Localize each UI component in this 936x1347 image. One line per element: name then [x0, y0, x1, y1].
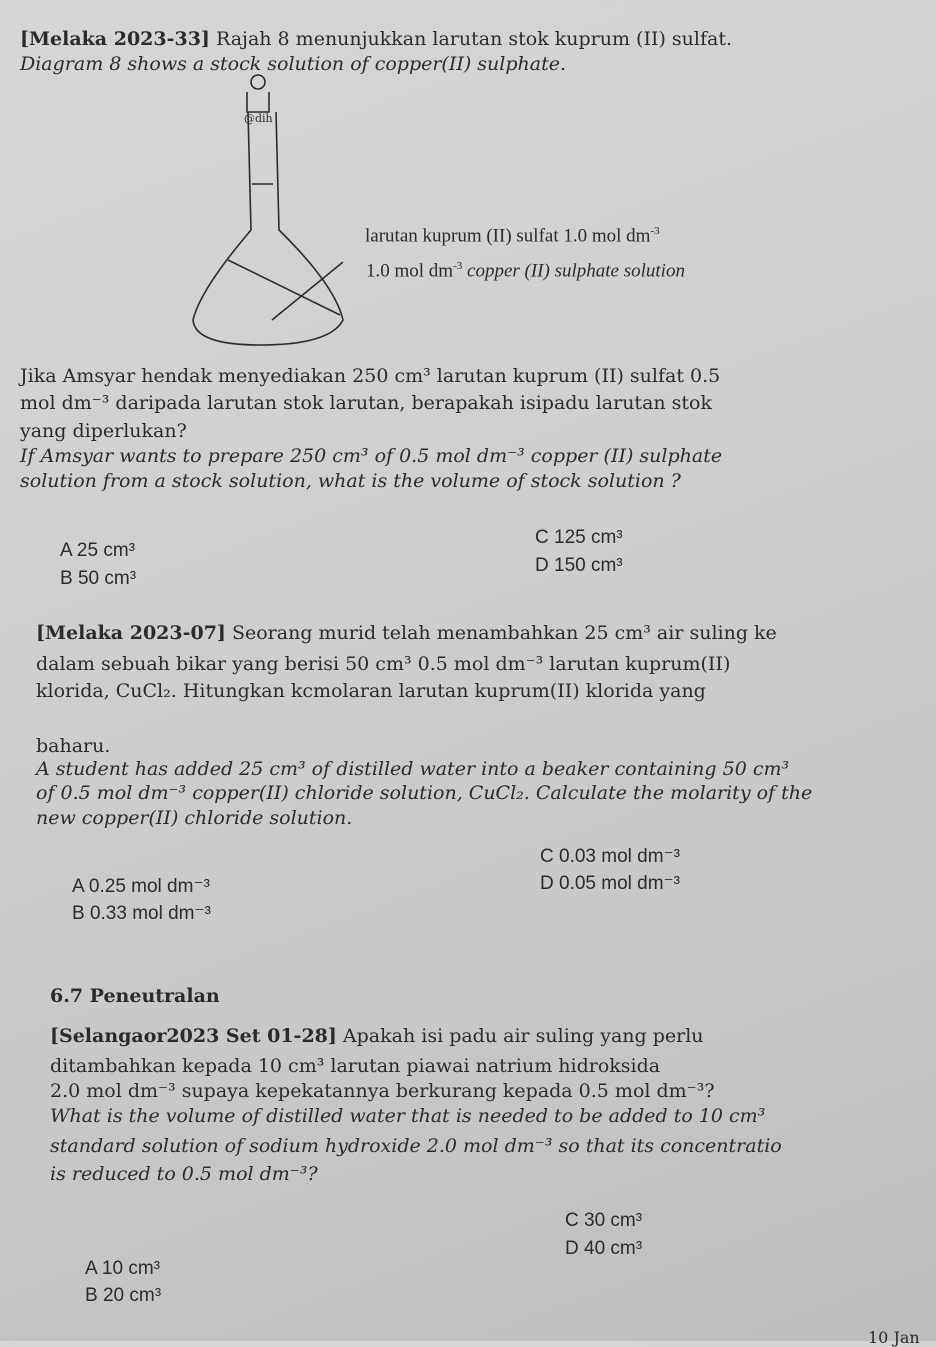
- question-bm-line: yang diperlukan?: [20, 420, 187, 442]
- page-footer: 10 Jan: [868, 1328, 920, 1347]
- question-bm-line: klorida, CuCl₂. Hitungkan kcmolaran larutan kuprum(II) klorida yang: [36, 680, 706, 702]
- question-en-line: If Amsyar wants to prepare 250 cm³ of 0.5 mol dm⁻³ copper (II) sulphate: [20, 445, 723, 467]
- question-bm-line: Seorang murid telah menambahkan 25 cm³ air suling ke: [231, 622, 777, 644]
- question-bm-line: 2.0 mol dm⁻³ supaya kepekatannya berkurang kepada 0.5 mol dm⁻³?: [50, 1080, 715, 1102]
- question-bm-line: baharu.: [36, 735, 111, 757]
- option-d: D 0.05 mol dm⁻³: [540, 873, 680, 894]
- section-heading: 6.7 Peneutralan: [50, 985, 220, 1007]
- label-en: copper (II) sulphate solution: [467, 260, 685, 282]
- option-d: D 150 cm³: [535, 555, 623, 576]
- question-en-line: is reduced to 0.5 mol dm⁻³?: [50, 1163, 318, 1185]
- question-bm-line: Apakah isi padu air suling yang perlu: [342, 1025, 704, 1047]
- option-c: C 30 cm³: [565, 1210, 643, 1231]
- option-b: B 50 cm³: [60, 568, 137, 589]
- option-a: A 0.25 mol dm⁻³: [72, 876, 210, 897]
- question-en-line: What is the volume of distilled water that is needed to be added to 10 cm³: [50, 1105, 766, 1127]
- question-en-line: solution from a stock solution, what is the volume of stock solution ?: [20, 470, 681, 492]
- question-tag: [Melaka 2023-07]: [36, 622, 226, 644]
- option-c: C 125 cm³: [535, 527, 623, 548]
- title-bm: Rajah 8 menunjukkan larutan stok kuprum (II) sulfat.: [215, 28, 733, 50]
- exponent: -3: [453, 260, 463, 272]
- option-b: B 20 cm³: [85, 1285, 162, 1306]
- question-tag: [Melaka 2023-33]: [20, 28, 210, 50]
- label-bm: larutan kuprum (II) sulfat 1.0 mol dm: [365, 225, 651, 247]
- question-en-line: new copper(II) chloride solution.: [36, 807, 353, 829]
- label-conc: 1.0 mol dm: [366, 260, 454, 282]
- question-bm-line: Jika Amsyar hendak menyediakan 250 cm³ larutan kuprum (II) sulfat 0.5: [20, 365, 721, 387]
- flask-mark: @dih: [244, 112, 273, 125]
- question-en-line: A student has added 25 cm³ of distilled water into a beaker containing 50 cm³: [36, 758, 790, 780]
- option-a: A 25 cm³: [60, 540, 135, 561]
- question-en-line: of 0.5 mol dm⁻³ copper(II) chloride solution, CuCl₂. Calculate the molarity of the: [36, 782, 813, 804]
- title-en: Diagram 8 shows a stock solution of copper(II) sulphate.: [20, 53, 567, 75]
- question-tag: [Selangaor2023 Set 01-28]: [50, 1025, 337, 1047]
- option-c: C 0.03 mol dm⁻³: [540, 846, 680, 867]
- option-d: D 40 cm³: [565, 1238, 643, 1259]
- question-bm-line: mol dm⁻³ daripada larutan stok larutan, berapakah isipadu larutan stok: [20, 392, 713, 414]
- exponent: -3: [650, 225, 660, 237]
- question-bm-line: ditambahkan kepada 10 cm³ larutan piawai natrium hidroksida: [50, 1055, 661, 1077]
- option-a: A 10 cm³: [85, 1258, 160, 1279]
- question-bm-line: dalam sebuah bikar yang berisi 50 cm³ 0.5 mol dm⁻³ larutan kuprum(II): [36, 653, 731, 675]
- option-b: B 0.33 mol dm⁻³: [72, 903, 211, 924]
- question-en-line: standard solution of sodium hydroxide 2.0 mol dm⁻³ so that its concentratio: [50, 1135, 782, 1157]
